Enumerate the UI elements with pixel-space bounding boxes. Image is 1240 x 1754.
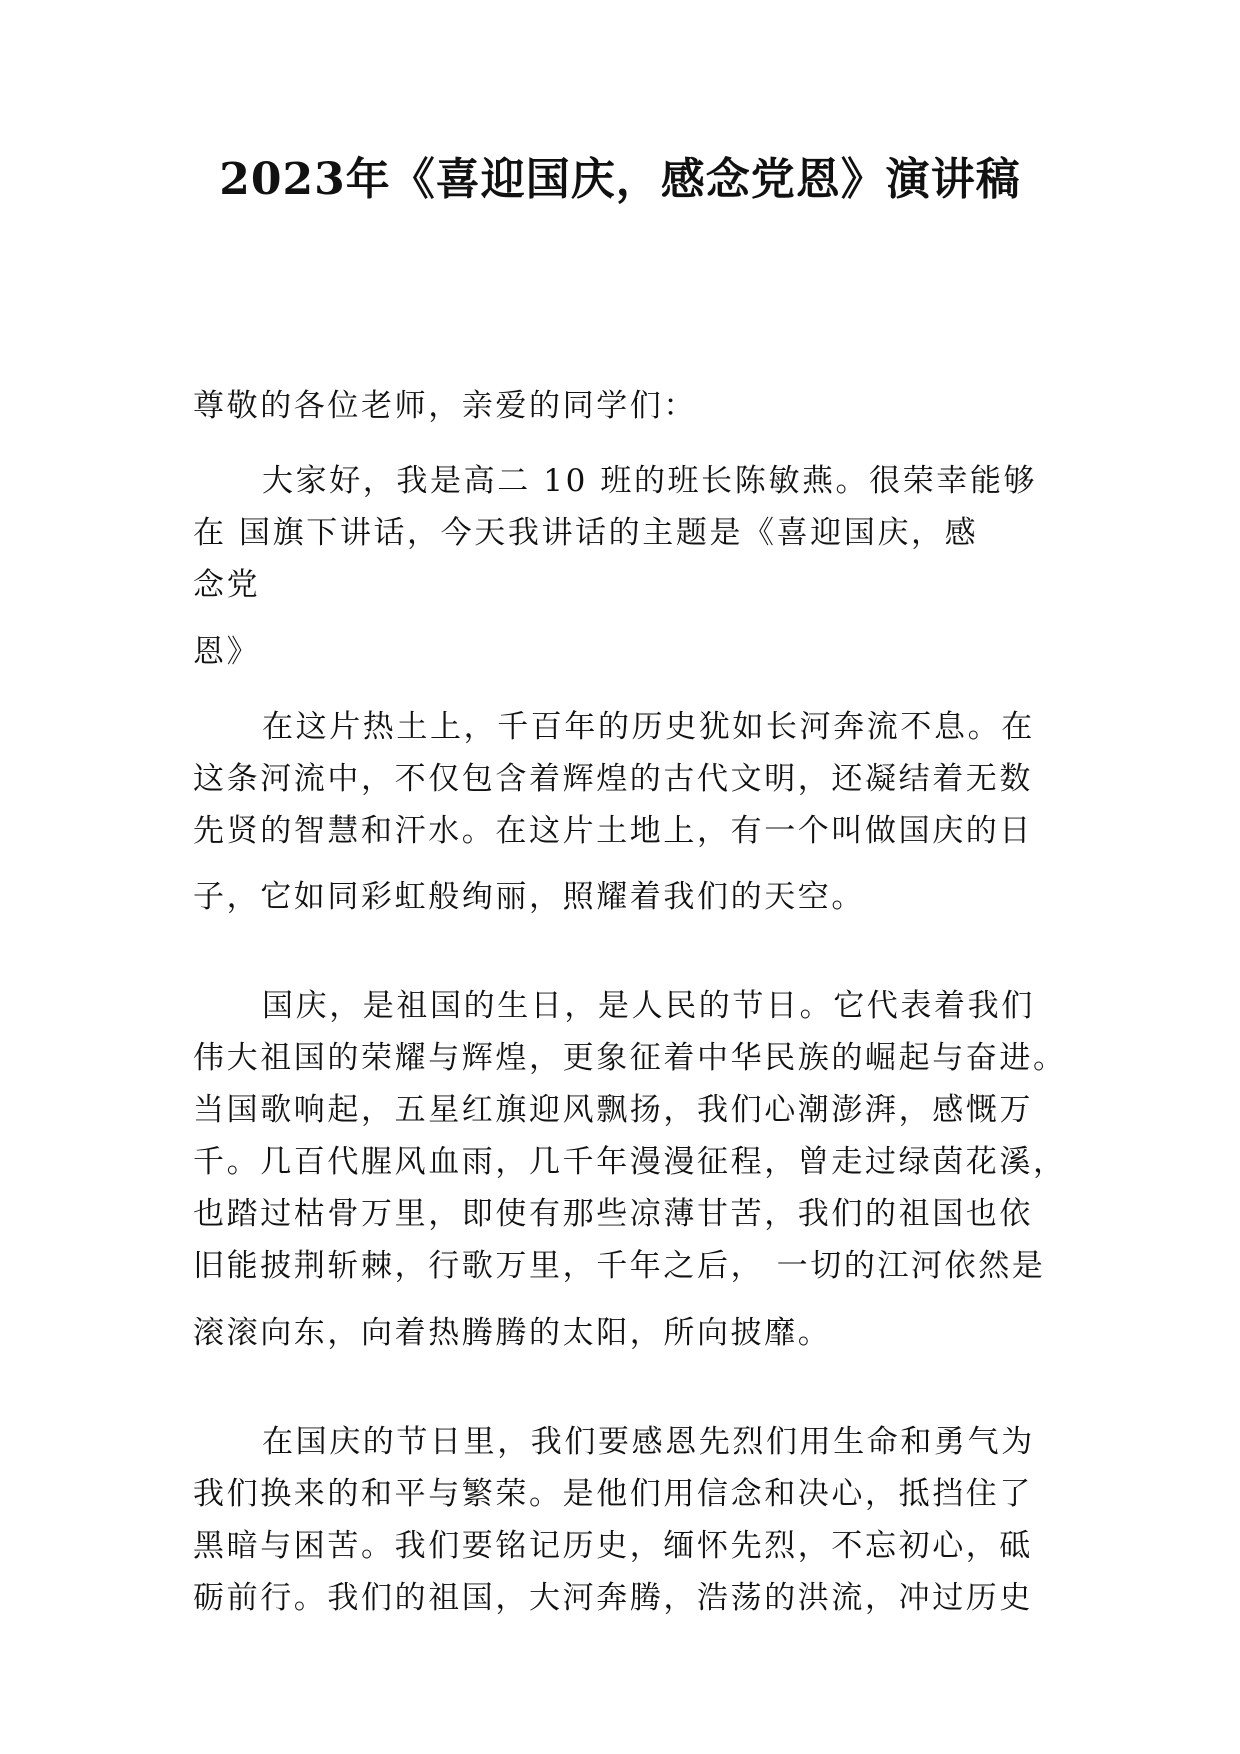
paragraph-line: 我们换来的和平与繁荣。是他们用信念和决心，抵挡住了 (193, 1476, 1033, 1512)
paragraph-line: 伟大祖国的荣耀与辉煌，更象征着中华民族的崛起与奋进。 (193, 1040, 1067, 1076)
paragraph-line: 黑暗与困苦。我们要铭记历史，缅怀先烈，不忘初心，砥 (193, 1528, 1033, 1564)
paragraph-line: 子，它如同彩虹般绚丽，照耀着我们的天空。 (193, 879, 865, 915)
paragraph-line: 大家好，我是高二 10 班的班长陈敏燕。很荣幸能够 (262, 463, 1038, 499)
salutation: 尊敬的各位老师，亲爱的同学们： (193, 388, 697, 424)
paragraph-line: 先贤的智慧和汗水。在这片土地上，有一个叫做国庆的日 (193, 813, 1033, 849)
paragraph-line: 在这片热土上，千百年的历史犹如长河奔流不息。在 (262, 709, 1035, 745)
paragraph-line: 滚滚向东，向着热腾腾的太阳，所向披靡。 (193, 1315, 832, 1351)
document-title: 2023年《喜迎国庆，感念党恩》演讲稿 (219, 154, 1021, 205)
paragraph-line: 千。几百代腥风血雨，几千年漫漫征程，曾走过绿茵花溪， (193, 1144, 1067, 1180)
paragraph-line: 砺前行。我们的祖国，大河奔腾，浩荡的洪流，冲过历史 (193, 1580, 1033, 1616)
paragraph-line: 也踏过枯骨万里，即使有那些凉薄甘苦，我们的祖国也依 (193, 1196, 1033, 1232)
paragraph-line: 当国歌响起，五星红旗迎风飘扬，我们心潮澎湃，感慨万 (193, 1092, 1033, 1128)
paragraph-line: 旧能披荆斩棘，行歌万里，千年之后， 一切的江河依然是 (193, 1248, 1046, 1284)
paragraph-line: 在国庆的节日里，我们要感恩先烈们用生命和勇气为 (262, 1424, 1035, 1460)
paragraph-line: 这条河流中，不仅包含着辉煌的古代文明，还凝结着无数 (193, 761, 1033, 797)
paragraph-line: 国庆，是祖国的生日，是人民的节日。它代表着我们 (262, 988, 1035, 1024)
paragraph-line: 恩》 (193, 634, 261, 670)
paragraph-line: 在 国旗下讲话，今天我讲话的主题是《喜迎国庆，感 (193, 515, 979, 551)
paragraph-line: 念党 (193, 567, 261, 603)
